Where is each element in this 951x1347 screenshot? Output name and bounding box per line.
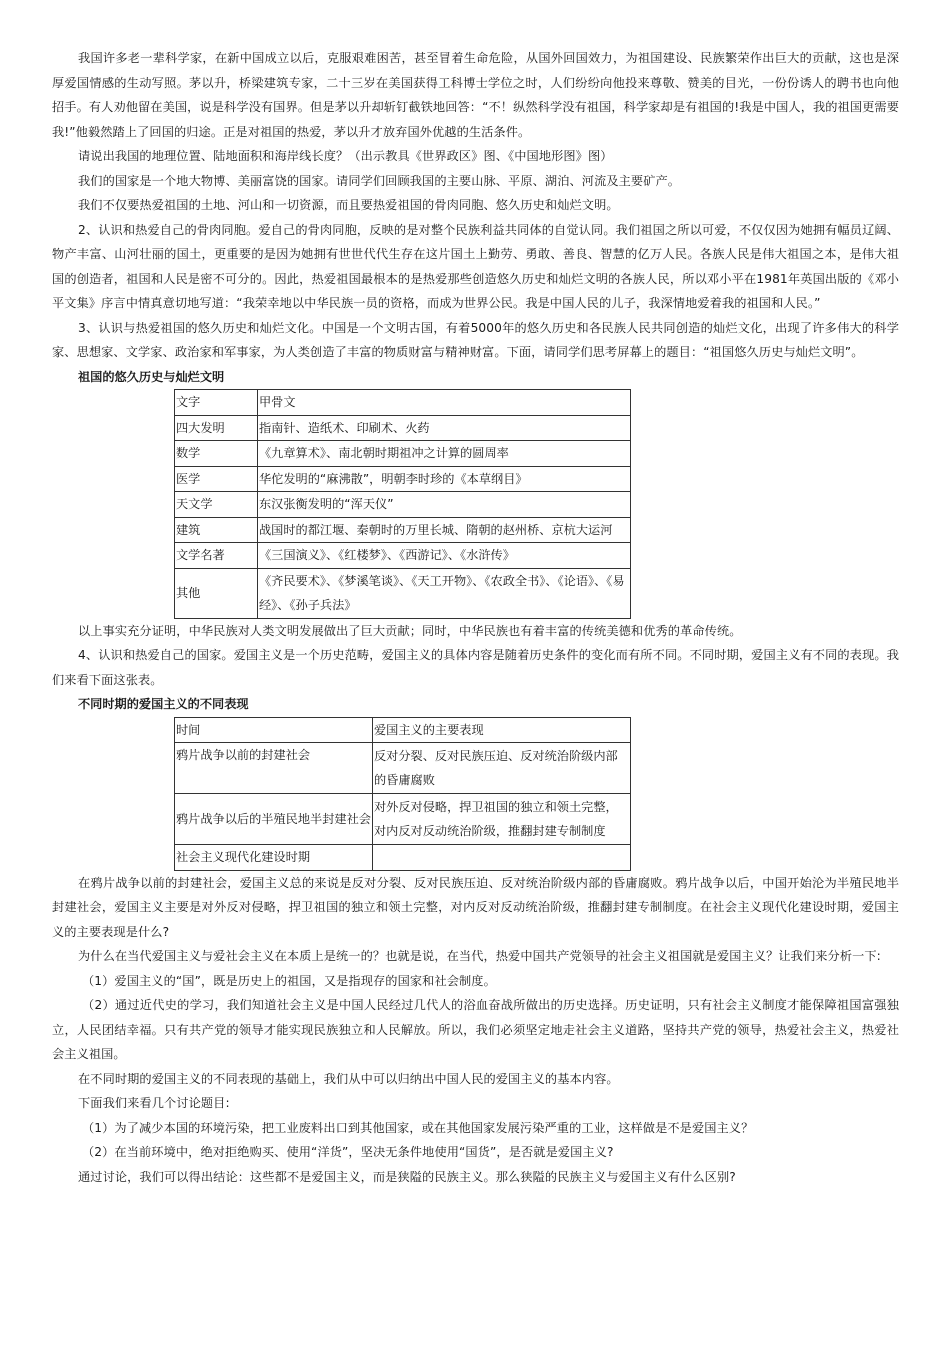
history-civilization-table xyxy=(174,389,631,619)
table-cell-label: 医学 xyxy=(175,466,258,492)
table-header-row xyxy=(175,717,631,743)
table-cell-period: 鸦片战争以前的封建社会 xyxy=(175,743,373,794)
table-cell-content: 《三国演义》、《红楼梦》、《西游记》、《水浒传》 xyxy=(258,543,631,569)
paragraph-geography-question: 请说出我国的地理位置、陆地面积和海岸线长度？（出示教具《世界政区》图、《中国地形图》图） xyxy=(78,149,613,163)
table-row xyxy=(175,517,631,543)
paragraph-why-unified: 为什么在当代爱国主义与爱社会主义在本质上是统一的？也就是说，在当代，热爱中国共产党领导的社会主义祖国就是爱国主义？让我们来分析一下: xyxy=(78,949,881,963)
table-cell-label: 数学 xyxy=(175,441,258,467)
paragraph-basic-content: 在不同时期的爱国主义的不同表现的基础上，我们从中可以归纳出中国人民的爱国主义的基本内容。 xyxy=(78,1071,619,1086)
table-row xyxy=(175,568,631,618)
paragraph-discussion-intro: 下面我们来看几个讨论题目: xyxy=(78,1096,230,1110)
table-row xyxy=(175,543,631,569)
table-row xyxy=(175,466,631,492)
table-row xyxy=(175,743,631,794)
patriotism-periods-table xyxy=(174,717,631,871)
table-cell-label: 建筑 xyxy=(175,517,258,543)
table1-heading: 祖国的悠久历史与灿烂文明 xyxy=(78,369,225,384)
table-row xyxy=(175,390,631,416)
paragraph-love-land: 我们不仅要热爱祖国的土地、河山和一切资源，而且要热爱祖国的骨肉同胞、悠久历史和灿烂文明。 xyxy=(78,198,619,212)
table-cell-content: 战国时的都江堰、秦朝时的万里长城、隋朝的赵州桥、京杭大运河 xyxy=(258,517,631,543)
paragraph-point-1: （1）爱国主义的“国”，既是历史上的祖国，又是指现存的国家和社会制度。 xyxy=(82,973,496,988)
table-cell-label: 文字 xyxy=(175,390,258,416)
table-cell-content: 甲骨文 xyxy=(258,390,631,416)
table-cell-content: 华佗发明的“麻沸散”，明朝李时珍的《本草纲目》 xyxy=(258,466,631,492)
table-row xyxy=(175,415,631,441)
paragraph-conclusion-contribution: 以上事实充分证明，中华民族对人类文明发展做出了巨大贡献；同时，中华民族也有着丰富的传统美德和优秀的革命传统。 xyxy=(78,623,742,638)
paragraph-compatriots: 2、认识和热爱自己的骨肉同胞。爱自己的骨肉同胞，反映的是对整个民族利益共同体的自觉认同。我们祖国之所以可爱，不仅仅因为她拥有幅员辽阔、物产丰富、山河壮丽的国土，更重要的是因为她拥有世世代代生存在这片国土上勤劳、勇敢、善良、智慧的亿万人民。各族人民是伟大祖国之本，是伟大祖国的创造者，祖国和人民是密不可分的。因此，热爱祖国最根本的是热爱那些创造悠久历史和灿烂文明的各族人民，所以邓小平在1981年英国出版的《邓小平文集》序言中情真意切地写道：“我荣幸地以中华民族一员的资格，而成为世界公民。我是中国人民的儿子，我深情地爱着我的祖国和人民。” xyxy=(52,222,899,310)
table-cell-period: 鸦片战争以后的半殖民地半封建社会 xyxy=(175,794,373,845)
table-cell-content: 指南针、造纸术、印刷术、火药 xyxy=(258,415,631,441)
paragraph-periods-summary: 在鸦片战争以前的封建社会，爱国主义总的来说是反对分裂、反对民族压迫、反对统治阶级内部的昏庸腐败。鸦片战争以后，中国开始沦为半殖民地半封建社会，爱国主义主要是对外反对侵略，捍卫祖国的独立和领土完整，对内反对反动统治阶级，推翻封建专制制度。在社会主义现代化建设时期，爱国主义的主要表现是什么? xyxy=(52,875,899,939)
table-row xyxy=(175,441,631,467)
table-header-expression: 爱国主义的主要表现 xyxy=(373,717,631,743)
paragraph-discussion-2: （2）在当前环境中，绝对拒绝购买、使用“洋货”，坚决无条件地使用“国货”，是否就是爱国主义? xyxy=(82,1145,614,1159)
table-row xyxy=(175,794,631,845)
paragraph-history-culture: 3、认识与热爱祖国的悠久历史和灿烂文化。中国是一个文明古国，有着5000年的悠久历史和各民族人民共同创造的灿烂文化，出现了许多伟大的科学家、思想家、文学家、政治家和军事家，为人类创造了丰富的物质财富与精神财富。下面，请同学们思考屏幕上的题目：“祖国悠久历史与灿烂文明”。 xyxy=(52,320,899,359)
paragraph-rich-country: 我们的国家是一个地大物博、美丽富饶的国家。请同学们回顾我国的主要山脉、平原、湖泊、河流及主要矿产。 xyxy=(78,173,681,188)
table-cell-period: 社会主义现代化建设时期 xyxy=(175,845,373,871)
paragraph-mao-yisheng: 我国许多老一辈科学家，在新中国成立以后，克服艰难困苦，甚至冒着生命危险，从国外回国效力，为祖国建设、民族繁荣作出巨大的贡献，这也是深厚爱国情感的生动写照。茅以升，桥梁建筑专家，二十三岁在美国获得工科博士学位之时，人们纷纷向他投来尊敬、赞美的目光，一份份诱人的聘书也向他招手。有人劝他留在美国，说是科学没有国界。但是茅以升却斩钉截铁地回答：“不！纵然科学没有祖国，科学家却是有祖国的!我是中国人，我的祖国更需要我!”他毅然踏上了回国的归途。正是对祖国的热爱，茅以升才放弃国外优越的生活条件。 xyxy=(52,51,899,139)
table-row xyxy=(175,492,631,518)
table-cell-expression xyxy=(373,845,631,871)
table-header-period: 时间 xyxy=(175,717,373,743)
table-cell-label: 文学名著 xyxy=(175,543,258,569)
table-cell-expression: 反对分裂、反对民族压迫、反对统治阶级内部的昏庸腐败 xyxy=(373,743,631,794)
table-cell-content: 《九章算术》、南北朝时期祖冲之计算的圆周率 xyxy=(258,441,631,467)
table-cell-expression: 对外反对侵略，捍卫祖国的独立和领土完整，对内反对反动统治阶级，推翻封建专制制度 xyxy=(373,794,631,845)
paragraph-discussion-conclusion: 通过讨论，我们可以得出结论：这些都不是爱国主义，而是狭隘的民族主义。那么狭隘的民族主义与爱国主义有什么区别? xyxy=(78,1169,736,1184)
table-cell-label: 天文学 xyxy=(175,492,258,518)
table2-heading: 不同时期的爱国主义的不同表现 xyxy=(78,697,249,711)
table-cell-content: 东汉张衡发明的“浑天仪” xyxy=(258,492,631,518)
paragraph-love-country: 4、认识和热爱自己的国家。爱国主义是一个历史范畴，爱国主义的具体内容是随着历史条件的变化而有所不同。不同时期，爱国主义有不同的表现。我们来看下面这张表。 xyxy=(52,648,899,687)
paragraph-discussion-1: （1）为了减少本国的环境污染，把工业废料出口到其他国家，或在其他国家发展污染严重的工业，这样做是不是爱国主义？ xyxy=(82,1120,754,1135)
table-cell-label: 四大发明 xyxy=(175,415,258,441)
table-cell-content: 《齐民要术》、《梦溪笔谈》、《天工开物》、《农政全书》、《论语》、《易经》、《孙子兵法》 xyxy=(258,568,631,618)
table-cell-label: 其他 xyxy=(175,568,258,618)
paragraph-point-2: （2）通过近代史的学习，我们知道社会主义是中国人民经过几代人的浴血奋战所做出的历史选择。历史证明，只有社会主义制度才能保障祖国富强独立，人民团结幸福。只有共产党的领导才能实现民族独立和人民解放。所以，我们必须坚定地走社会主义道路，坚持共产党的领导，热爱社会主义，热爱社会主义祖国。 xyxy=(52,998,899,1061)
table-row xyxy=(175,845,631,871)
